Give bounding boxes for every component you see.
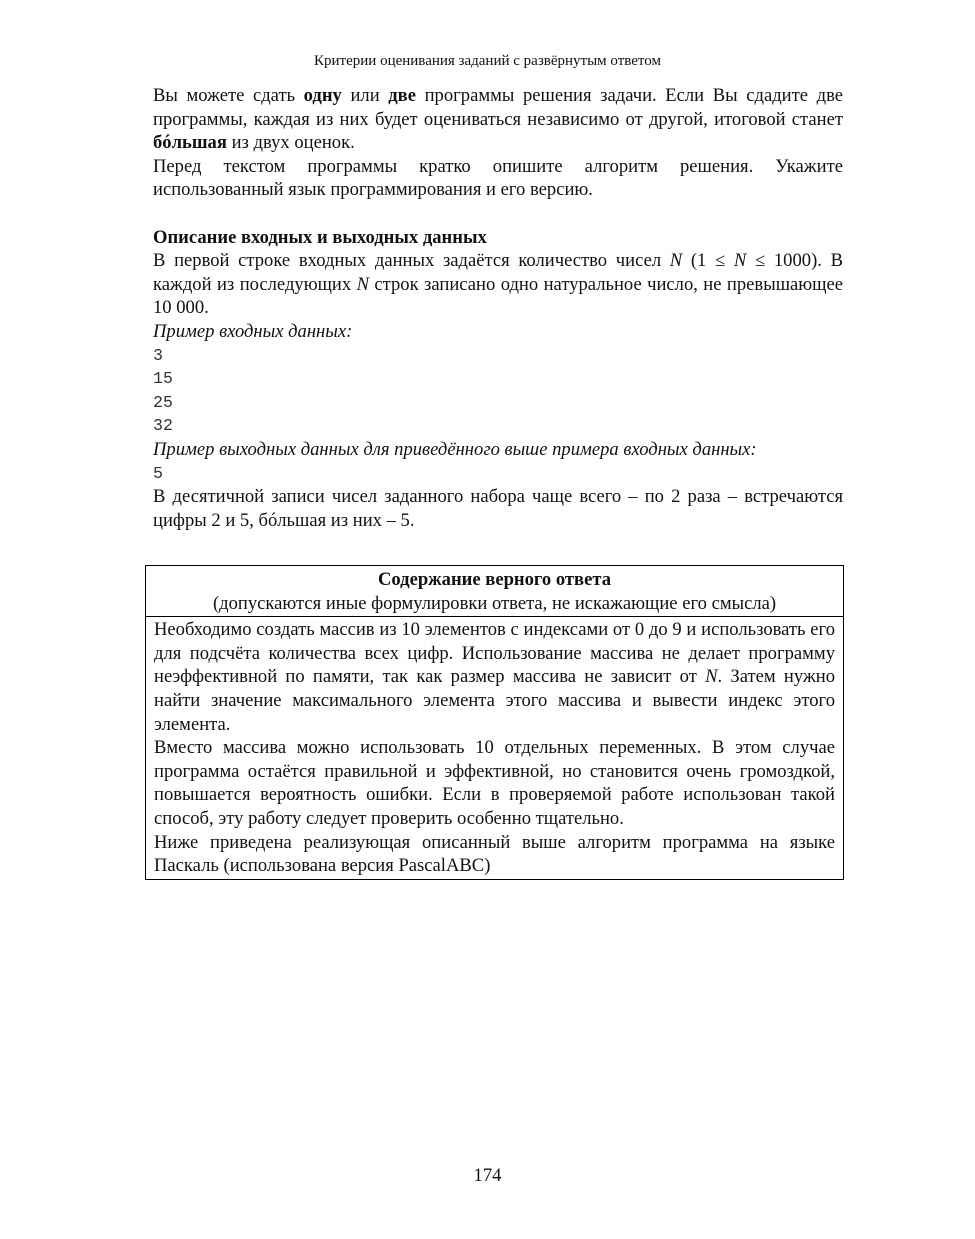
italic-run: N — [733, 250, 747, 272]
io-description — [153, 249, 843, 320]
io-heading: Описание входных и выходных данных — [153, 226, 487, 248]
text-run: (1 ≤ — [682, 250, 734, 272]
intro-paragraph-1 — [153, 84, 843, 155]
text-run: из двух оценок. — [226, 132, 355, 154]
input-example-label: Пример входных данных: — [153, 320, 353, 342]
text-run: Необходимо создать массив из 10 элементов с индексами от 0 до 9 и использовать его для подсчёта количества всех цифр. Использование массива не делает программу неэффективной по памяти, так как размер массива не зависит от — [154, 619, 835, 688]
main-text — [153, 84, 843, 532]
bold-run: бóльшая — [153, 132, 227, 154]
text-run: . Затем нужно найти значение максимального элемента этого массива и вывести индекс этого элемента. — [154, 666, 835, 735]
text-run: ≤ 1000). В каждой из последующих — [153, 250, 843, 295]
text-run: Вы можете сдать — [153, 85, 304, 106]
answer-box-subtitle: (допускаются иные формулировки ответа, не искажающие его смысла) — [212, 592, 777, 614]
input-line: 32 — [153, 416, 173, 436]
answer-paragraph-1 — [154, 618, 835, 736]
text-run: строк записано одно натуральное число, не превышающее 10 000. — [153, 273, 843, 319]
answer-paragraph-3: Ниже приведена реализующая описанный выше алгоритм программа на языке Паскаль (использована версия PascalABC) — [154, 831, 835, 877]
bold-run: одну — [303, 85, 342, 106]
spacer — [153, 202, 843, 226]
output-example-label: Пример выходных данных для приведённого выше примера входных данных: — [153, 438, 757, 460]
input-line: 3 — [153, 345, 163, 365]
input-line: 15 — [153, 369, 173, 389]
input-line: 25 — [153, 392, 173, 412]
text-run: программы решения задачи. Если Вы сдадите две программы, каждая из них будет оцениваться независимо от другой, итоговой станет — [153, 85, 844, 130]
answer-paragraph-2: Вместо массива можно использовать 10 отдельных переменных. В этом случае программа остаётся правильной и эффективной, но становится очень громоздкой, повышается вероятность ошибки. Если в проверяемой работе использован такой способ, эту работу следует проверить особенно тщательно. — [154, 737, 835, 829]
italic-run: N — [705, 666, 718, 688]
answer-box-title: Содержание верного ответа — [377, 569, 611, 590]
text-run: В первой строке входных данных задаётся количество чисел — [153, 250, 670, 272]
page-header: Критерии оценивания заданий с развёрнутым ответом — [314, 53, 661, 69]
italic-run: N — [356, 273, 369, 295]
italic-run: N — [669, 250, 683, 272]
answer-box — [145, 565, 844, 880]
answer-box-header — [146, 566, 843, 617]
output-line: 5 — [153, 463, 163, 483]
bold-run: две — [388, 85, 416, 106]
text-run: или — [341, 85, 389, 106]
io-explanation: В десятичной записи чисел заданного набора чаще всего – по 2 раза – встречаются цифры 2 и 5, бóльшая из них – 5. — [153, 486, 843, 531]
intro-paragraph-2: Перед текстом программы кратко опишите алгоритм решения. Укажите использованный язык программирования и его версию. — [153, 155, 843, 201]
page-number: 174 — [473, 1165, 502, 1186]
answer-box-body — [146, 617, 843, 879]
